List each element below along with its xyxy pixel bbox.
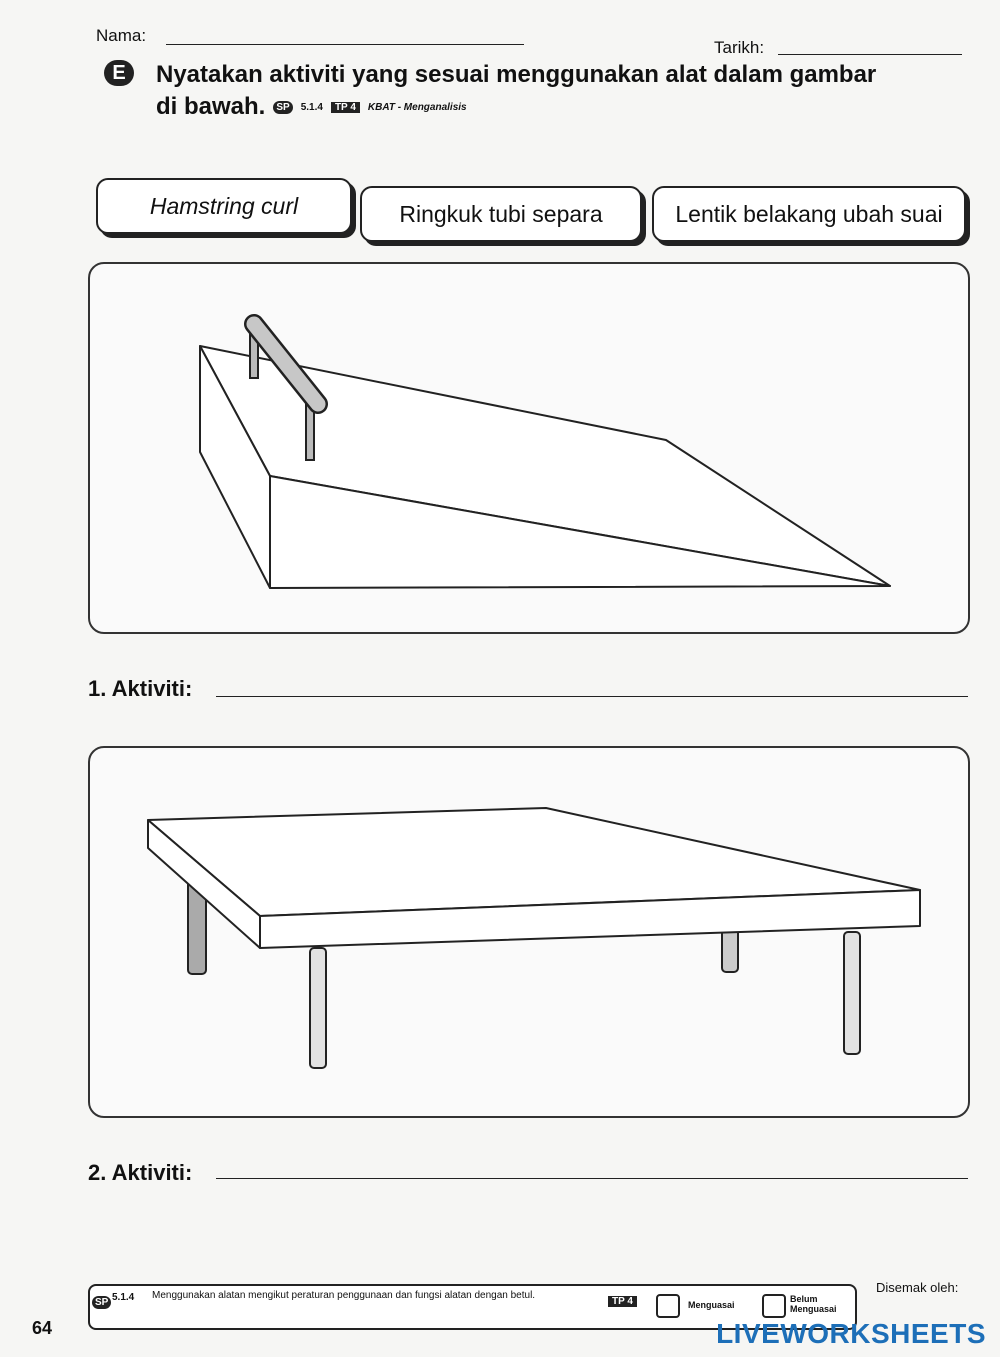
flat-bench-illustration [90,748,968,1116]
choice-ringkuk-tubi-separa[interactable] [360,186,642,242]
footer-sp-code: 5.1.4 [112,1292,135,1303]
section-e-badge: E [104,60,134,86]
answer-1-label: 1. Aktiviti: [88,676,193,701]
question-line1: Nyatakan aktiviti yang sesuai menggunakan alat dalam gambar [156,61,877,88]
kbat-tag: KBAT - Menganalisis [367,101,467,113]
mastered-checkbox[interactable] [656,1294,680,1318]
sp-tag: SP [273,101,292,114]
answer-2-field[interactable] [216,1178,968,1179]
date-field[interactable] [778,54,962,55]
mastered-label: Menguasai [688,1300,735,1310]
question-line2: di bawah. [156,93,266,120]
answer-2-label: 2. Aktiviti: [88,1160,193,1185]
picture-frame-2 [88,746,970,1118]
choice-lentik-belakang-ubah-suai[interactable] [652,186,966,242]
picture-frame-1 [88,262,970,634]
page-number: 64 [32,1318,53,1338]
choice-label: Hamstring curl [149,192,299,219]
footer-tp-tag: TP 4 [608,1296,637,1307]
tp-tag: TP 4 [331,102,360,113]
date-label: Tarikh: [714,38,765,57]
name-field[interactable] [166,44,524,45]
footer-sp-tag: SP [92,1296,111,1309]
footer-description: Menggunakan alatan mengikut peraturan penggunaan dan fungsi alatan dengan betul. [152,1290,536,1301]
choice-label: Lentik belakang ubah suai [675,200,943,227]
not-mastered-label: Belum Menguasai [790,1294,837,1314]
incline-bench-illustration [90,264,968,632]
question-line2-row [156,94,467,120]
not-mastered-checkbox[interactable] [762,1294,786,1318]
answer-1-field[interactable] [216,696,968,697]
liveworksheets-watermark: LIVEWORKSHEETS [716,1318,986,1349]
checked-by-label: Disemak oleh: [876,1280,959,1295]
name-label: Nama: [96,26,147,45]
sp-code: 5.1.4 [300,101,323,113]
choice-label: Ringkuk tubi separa [399,200,603,227]
choice-hamstring-curl[interactable] [96,178,352,234]
